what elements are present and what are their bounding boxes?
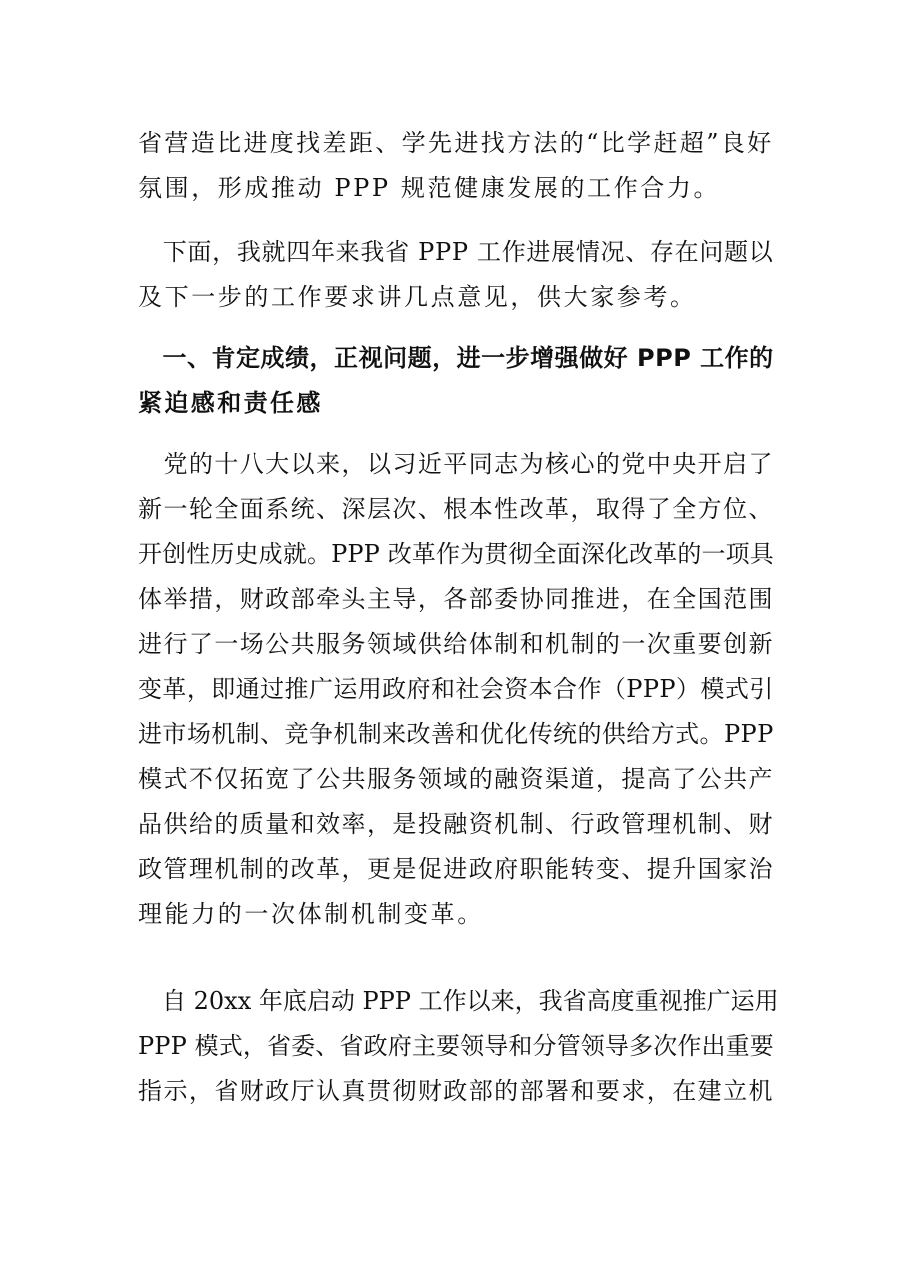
paragraph-line: 变革，即通过推广运用政府和社会资本合作（PPP）模式引 — [138, 675, 774, 703]
paragraph-line: 下面，我就四年来我省 PPP 工作进展情况、存在问题以 — [138, 238, 774, 266]
paragraph-line: PPP 模式，省委、省政府主要领导和分管领导多次作出重要 — [138, 1032, 774, 1060]
paragraph-line: 氛围，形成推动 PPP 规范健康发展的工作合力。 — [138, 174, 721, 202]
paragraph-3 — [138, 442, 774, 937]
paragraph-line: 模式不仅拓宽了公共服务领域的融资渠道，提高了公共产 — [138, 765, 774, 793]
paragraph-line: 进市场机制、竞争机制来改善和优化传统的供给方式。PPP — [138, 720, 774, 748]
paragraph-4 — [138, 979, 779, 1114]
paragraph-line: 及下一步的工作要求讲几点意见，供大家参考。 — [138, 283, 697, 311]
paragraph-line: 品供给的质量和效率，是投融资机制、行政管理机制、财 — [138, 810, 774, 838]
paragraph-line: 党的十八大以来，以习近平同志为核心的党中央开启了 — [138, 450, 774, 478]
paragraph-line: 进行了一场公共服务领域供给体制和机制的一次重要创新 — [138, 630, 774, 658]
heading-line: 紧迫感和责任感 — [138, 389, 323, 417]
paragraph-line: 新一轮全面系统、深层次、根本性改革，取得了全方位、 — [138, 495, 774, 523]
section-heading — [138, 336, 774, 426]
paragraph-line: 理能力的一次体制机制变革。 — [138, 900, 484, 928]
paragraph-line: 指示，省财政厅认真贯彻财政部的部署和要求，在建立机 — [138, 1077, 774, 1105]
paragraph-1 — [138, 121, 774, 211]
heading-line: 一、肯定成绩，正视问题，进一步增强做好 PPP 工作的 — [138, 344, 774, 372]
paragraph-line: 政管理机制的改革，更是促进政府职能转变、提升国家治 — [138, 855, 774, 883]
paragraph-line: 自 20xx 年底启动 PPP 工作以来，我省高度重视推广运用 — [138, 987, 779, 1015]
paragraph-2 — [138, 230, 774, 320]
paragraph-line: 省营造比进度找差距、学先进找方法的“比学赶超”良好 — [138, 129, 774, 157]
paragraph-line: 体举措，财政部牵头主导，各部委协同推进，在全国范围 — [138, 585, 774, 613]
paragraph-line: 开创性历史成就。PPP 改革作为贯彻全面深化改革的一项具 — [138, 540, 774, 568]
